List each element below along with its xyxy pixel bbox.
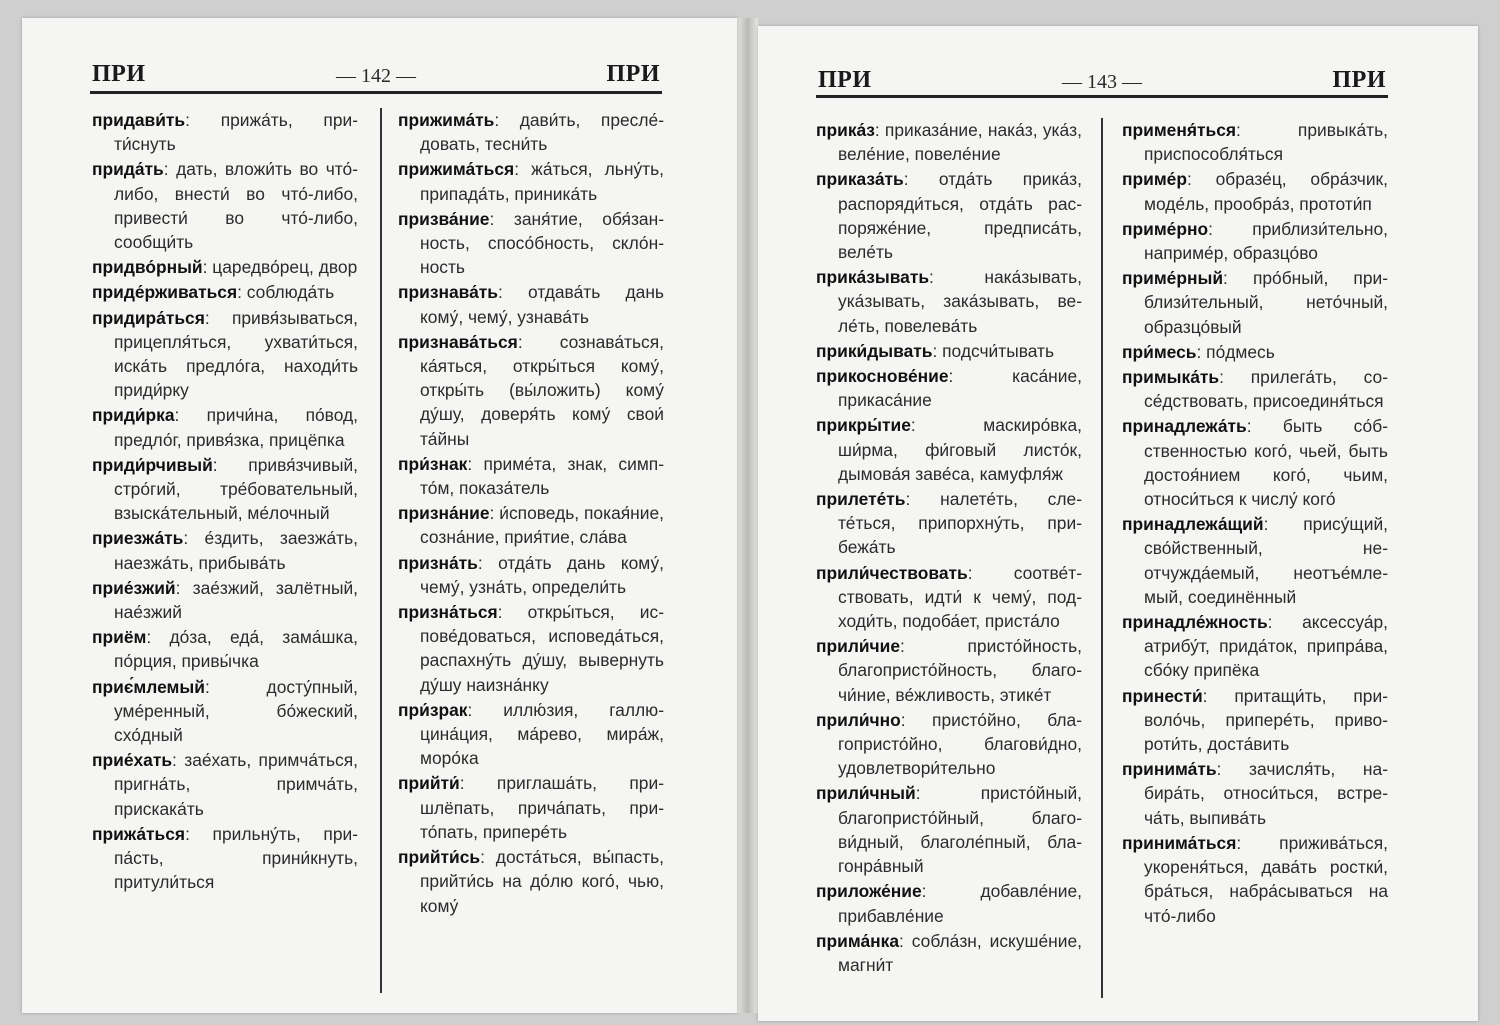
entry-headword: при́зрак: [398, 699, 468, 720]
entry-headword: прили́чествовать: [816, 562, 968, 583]
entry-headword: призна́ться: [398, 602, 498, 623]
entry-headword: принима́ться: [1122, 832, 1237, 853]
entry-headword: применя́ться: [1122, 120, 1237, 140]
left-header-rule: [90, 91, 662, 94]
right-page-column-1: [816, 118, 1082, 978]
left-running-head-left: ПРИ: [92, 61, 146, 87]
left-running-head: [92, 58, 660, 88]
entry-synonyms: : присто́йно, благопристо́йно, благови́дно, удовлетвори́тельно: [838, 709, 1082, 779]
dictionary-entry: [1122, 217, 1388, 265]
entry-synonyms: : приглаша́ть, пришлёпать, прича́пать, прито́пать, приперéть: [420, 773, 664, 842]
entry-synonyms: : добавле́ние, прибавле́ние: [838, 881, 1082, 926]
entry-headword: прие́зжий: [92, 577, 176, 598]
entry-headword: принима́ть: [1122, 759, 1217, 780]
entry-synonyms: : соотве́тствовать, идти́ к чему́, подходи́ть, подоба́ет, приста́ло: [838, 562, 1082, 632]
dictionary-entry: [1122, 340, 1388, 364]
entry-synonyms: : до́за, еда́, зама́шка, по́рция, привы́чка: [114, 627, 358, 672]
entry-headword: прили́чие: [816, 636, 901, 657]
dictionary-entry: [398, 698, 664, 771]
entry-synonyms: : зае́хать, примча́ться, пригна́ть, примча́ть, прискака́ть: [114, 750, 358, 819]
entry-synonyms: : откры́ться, испове́доваться, исповеда́ться, распахну́ть ду́шу, вывернуть ду́шу наизна́нку: [420, 602, 664, 695]
entry-headword: признава́ться: [398, 331, 518, 352]
dictionary-entry: [1122, 414, 1388, 511]
entry-synonyms: : причи́на, по́вод, предло́г, привя́зка, прицёпка: [114, 405, 358, 450]
entry-synonyms: : отда́ть дань кому́, чему́, узна́ть, определи́ть: [420, 552, 664, 597]
entry-synonyms: : привыка́ть, приспособля́ться: [1144, 120, 1388, 165]
entry-synonyms: : прису́щий, сво́йственный, неотчужда́емый, неотъе́млемый, соединённый: [1144, 514, 1388, 607]
dictionary-entry: [816, 634, 1082, 707]
dictionary-entry: [1122, 118, 1388, 166]
dictionary-entry: [398, 280, 664, 328]
entry-headword: прили́чный: [816, 783, 916, 804]
entry-headword: прима́нка: [816, 930, 900, 951]
entry-synonyms: : иллю́зия, галлюцина́ция, ма́рево, мира́ж, моро́ка: [420, 699, 664, 769]
entry-synonyms: : каса́ние, прикаса́ние: [838, 366, 1082, 411]
left-page-column-2: [398, 108, 664, 919]
entry-synonyms: : приме́та, знак, симпто́м, показа́тель: [420, 453, 664, 499]
dictionary-entry: [1122, 365, 1388, 413]
entry-synonyms: : образе́ц, обра́зчик, моде́ль, прообра́з, прототи́п: [1144, 169, 1388, 214]
entry-headword: приди́рка: [92, 405, 175, 426]
dictionary-entry: [816, 879, 1082, 927]
dictionary-entry: [92, 453, 358, 526]
dictionary-entry: [816, 118, 1082, 166]
dictionary-entry: [92, 822, 358, 895]
entry-synonyms: : собла́зн, искуше́ние, магни́т: [838, 930, 1082, 975]
entry-synonyms: : царедво́рец, двор: [202, 257, 358, 278]
entry-synonyms: : про́бный, приблизи́тельный, нето́чный, образцо́вый: [1144, 268, 1388, 337]
entry-synonyms: : соблюда́ть: [237, 282, 335, 303]
dictionary-entry: [398, 771, 664, 844]
entry-synonyms: : приблизи́тельно, наприме́р, образцо́во: [1144, 218, 1388, 264]
dictionary-entry: [1122, 167, 1388, 215]
dictionary-entry: [1122, 266, 1388, 339]
dictionary-entry: [816, 708, 1082, 781]
dictionary-entry: [92, 306, 358, 403]
right-running-head-left: ПРИ: [818, 67, 872, 93]
dictionary-entry: [1122, 512, 1388, 609]
dictionary-entry: [816, 265, 1082, 338]
entry-synonyms: : аксессуа́р, атрибу́т, прида́ток, припра́ва, сбо́ку припёка: [1144, 612, 1388, 681]
entry-synonyms: : жа́ться, льну́ть, припада́ть, приника́ть: [420, 159, 664, 204]
dictionary-entry: [398, 330, 664, 451]
entry-headword: прийти́: [398, 773, 460, 794]
right-header-rule: [816, 95, 1388, 98]
entry-headword: призва́ние: [398, 208, 490, 229]
entry-synonyms: : и́споведь, покая́ние, созна́ние, прия́тие, сла́ва: [420, 503, 664, 548]
dictionary-entry: [92, 280, 358, 304]
entry-headword: прикоснове́ние: [816, 366, 949, 387]
dictionary-entry: [1122, 831, 1388, 928]
entry-synonyms: : налете́ть, слете́ться, припорхну́ть, прибежа́ть: [838, 489, 1082, 558]
dictionary-entry: [816, 167, 1082, 264]
entry-headword: призна́ние: [398, 503, 490, 524]
dictionary-entry: [92, 157, 358, 254]
entry-synonyms: : прильну́ть, припа́сть, прини́кнуть, притули́ться: [114, 823, 358, 893]
entry-synonyms: : отдава́ть дань кому́, чему́, узнава́ть: [420, 282, 664, 327]
entry-synonyms: : присто́йный, благопристо́йный, благови́дный, благоле́пный, благонра́вный: [838, 783, 1082, 877]
entry-headword: прика́зывать: [816, 267, 930, 288]
entry-headword: приє́млемый: [92, 676, 205, 697]
dictionary-entry: [92, 108, 358, 156]
dictionary-entry: [92, 675, 358, 748]
entry-headword: прижима́ться: [398, 159, 515, 180]
left-page-column-1: [92, 108, 358, 896]
entry-headword: приди́рчивый: [92, 454, 213, 475]
entry-headword: признава́ть: [398, 282, 498, 303]
entry-headword: приём: [92, 627, 147, 648]
left-page: [22, 18, 737, 1013]
dictionary-entry: [398, 551, 664, 599]
entry-synonyms: : привя́зчивый, стро́гий, тре́бовательный, взыска́тельный, ме́лочный: [114, 454, 358, 524]
dictionary-entry: [92, 403, 358, 451]
right-page-column-2: [1122, 118, 1388, 929]
entry-synonyms: : присто́йность, благопристо́йность, благочи́ние, ве́жливость, этике́т: [838, 636, 1082, 705]
entry-synonyms: : по́дмесь: [1196, 341, 1275, 362]
dictionary-entry: [816, 929, 1082, 977]
entry-headword: прижа́ться: [92, 823, 186, 844]
entry-headword: прилете́ть: [816, 489, 906, 510]
right-running-head-right: ПРИ: [1332, 67, 1386, 93]
dictionary-entry: [816, 781, 1082, 878]
left-page-number: — 142 —: [336, 65, 416, 87]
dictionary-entry: [1122, 610, 1388, 683]
entry-synonyms: : прижива́ться, укореня́ться, дава́ть ростки́, бра́ться, набра́сываться на что́-либо: [1144, 832, 1388, 926]
entry-synonyms: : дави́ть, пресле́довать, тесни́ть: [420, 110, 664, 155]
dictionary-entry: [398, 845, 664, 918]
entry-synonyms: : зае́зжий, залётный, нае́зжий: [114, 577, 358, 623]
entry-synonyms: : сознава́ться, ка́яться, откры́ться кому́, откры́ть (вы́ложить) кому́ ду́шу, доверя́ть кому́ свои́ та́йны: [420, 331, 664, 449]
dictionary-entry: [398, 108, 664, 156]
entry-synonyms: : заня́тие, обя́занность, спосо́бность, скло́нность: [420, 208, 664, 278]
entry-headword: приложе́ние: [816, 881, 922, 902]
entry-headword: приме́рный: [1122, 268, 1224, 289]
dictionary-entry: [816, 487, 1082, 560]
left-column-divider: [380, 108, 382, 993]
dictionary-entry: [92, 255, 358, 279]
entry-headword: прили́чно: [816, 709, 901, 730]
dictionary-entry: [1122, 757, 1388, 830]
left-running-head-right: ПРИ: [606, 61, 660, 87]
dictionary-entry: [92, 625, 358, 673]
book-gutter: [737, 18, 758, 1013]
entry-headword: прийти́сь: [398, 847, 481, 868]
entry-headword: прижима́ть: [398, 110, 495, 130]
dictionary-entry: [398, 600, 664, 697]
entry-headword: прики́дывать: [816, 340, 933, 361]
entry-synonyms: : досту́пный, уме́ренный, бо́жеский, схо́дный: [114, 676, 358, 746]
entry-headword: приезжа́ть: [92, 528, 184, 549]
dictionary-entry: [816, 413, 1082, 486]
entry-headword: прика́з: [816, 120, 875, 140]
entry-synonyms: : отда́ть прика́з, распоряди́ться, отда́ть распоряже́ние, предписа́ть, веле́ть: [838, 169, 1082, 263]
dictionary-entry: [398, 157, 664, 205]
dictionary-entry: [398, 501, 664, 549]
entry-synonyms: : подсчи́тывать: [932, 340, 1055, 361]
dictionary-entry: [92, 576, 358, 624]
dictionary-entry: [816, 339, 1082, 363]
entry-headword: прида́ть: [92, 159, 164, 180]
entry-synonyms: : е́здить, заезжа́ть, наезжа́ть, прибыва́ть: [114, 528, 358, 573]
entry-headword: придави́ть: [92, 110, 186, 130]
entry-synonyms: : приказа́ние, нака́з, ука́з, веле́ние, повеле́ние: [838, 120, 1082, 165]
entry-synonyms: : маскиро́вка, ши́рма, фи́говый листо́к, дымова́я заве́са, камуфля́ж: [838, 415, 1082, 484]
entry-synonyms: : прижа́ть, прити́снуть: [114, 110, 358, 155]
entry-headword: придира́ться: [92, 307, 205, 328]
entry-synonyms: : дать, вложи́ть во что́-либо, внести́ во что́-либо, привести́ во что́-либо, сообщи́ть: [114, 159, 358, 253]
entry-headword: приказа́ть: [816, 169, 904, 190]
entry-headword: примыка́ть: [1122, 367, 1220, 388]
dictionary-entry: [398, 452, 664, 500]
entry-headword: приме́р: [1122, 169, 1187, 190]
dictionary-entry: [816, 561, 1082, 634]
right-column-divider: [1101, 118, 1103, 998]
dictionary-entry: [398, 207, 664, 280]
dictionary-entry: [816, 364, 1082, 412]
entry-synonyms: : прилега́ть, сосе́дствовать, присоединя́ться: [1144, 367, 1388, 412]
entry-headword: приде́рживаться: [92, 282, 238, 303]
dictionary-entry: [1122, 684, 1388, 757]
entry-headword: призна́ть: [398, 552, 478, 573]
entry-headword: приме́рно: [1122, 218, 1209, 239]
entry-headword: при́знак: [398, 453, 468, 474]
entry-headword: прикры́тие: [816, 415, 911, 436]
dictionary-entry: [92, 748, 358, 821]
entry-synonyms: : притащи́ть, приволо́чь, приперéть, привороти́ть, доста́вить: [1144, 685, 1388, 755]
entry-synonyms: : зачисля́ть, набира́ть, относи́ться, встреча́ть, выпива́ть: [1144, 759, 1388, 828]
entry-synonyms: : доста́ться, вы́пасть, прийти́сь на до́лю кого́, чью, кому́: [420, 847, 664, 916]
entry-synonyms: : быть со́бственностью кого́, чьей, быть достоя́нием кого́, чьим, относи́ться к числу́ кого́: [1144, 416, 1388, 510]
right-page: [758, 26, 1478, 1021]
right-running-head: [818, 64, 1386, 94]
entry-headword: принадлежа́щий: [1122, 514, 1264, 535]
right-page-number: — 143 —: [1062, 71, 1142, 93]
entry-synonyms: : привя́зываться, прицепля́ться, ухвати́ться, иска́ть предло́га, находи́ть приди́рку: [114, 307, 358, 401]
entry-synonyms: : нака́зывать, ука́зывать, зака́зывать, веле́ть, повелева́ть: [838, 267, 1082, 336]
entry-headword: при́месь: [1122, 341, 1197, 362]
dictionary-entry: [92, 526, 358, 574]
entry-headword: принадлежа́ть: [1122, 416, 1247, 437]
entry-headword: прие́хать: [92, 750, 173, 771]
entry-headword: придво́рный: [92, 257, 203, 278]
entry-headword: принадле́жность: [1122, 612, 1268, 633]
entry-headword: принести́: [1122, 685, 1203, 706]
